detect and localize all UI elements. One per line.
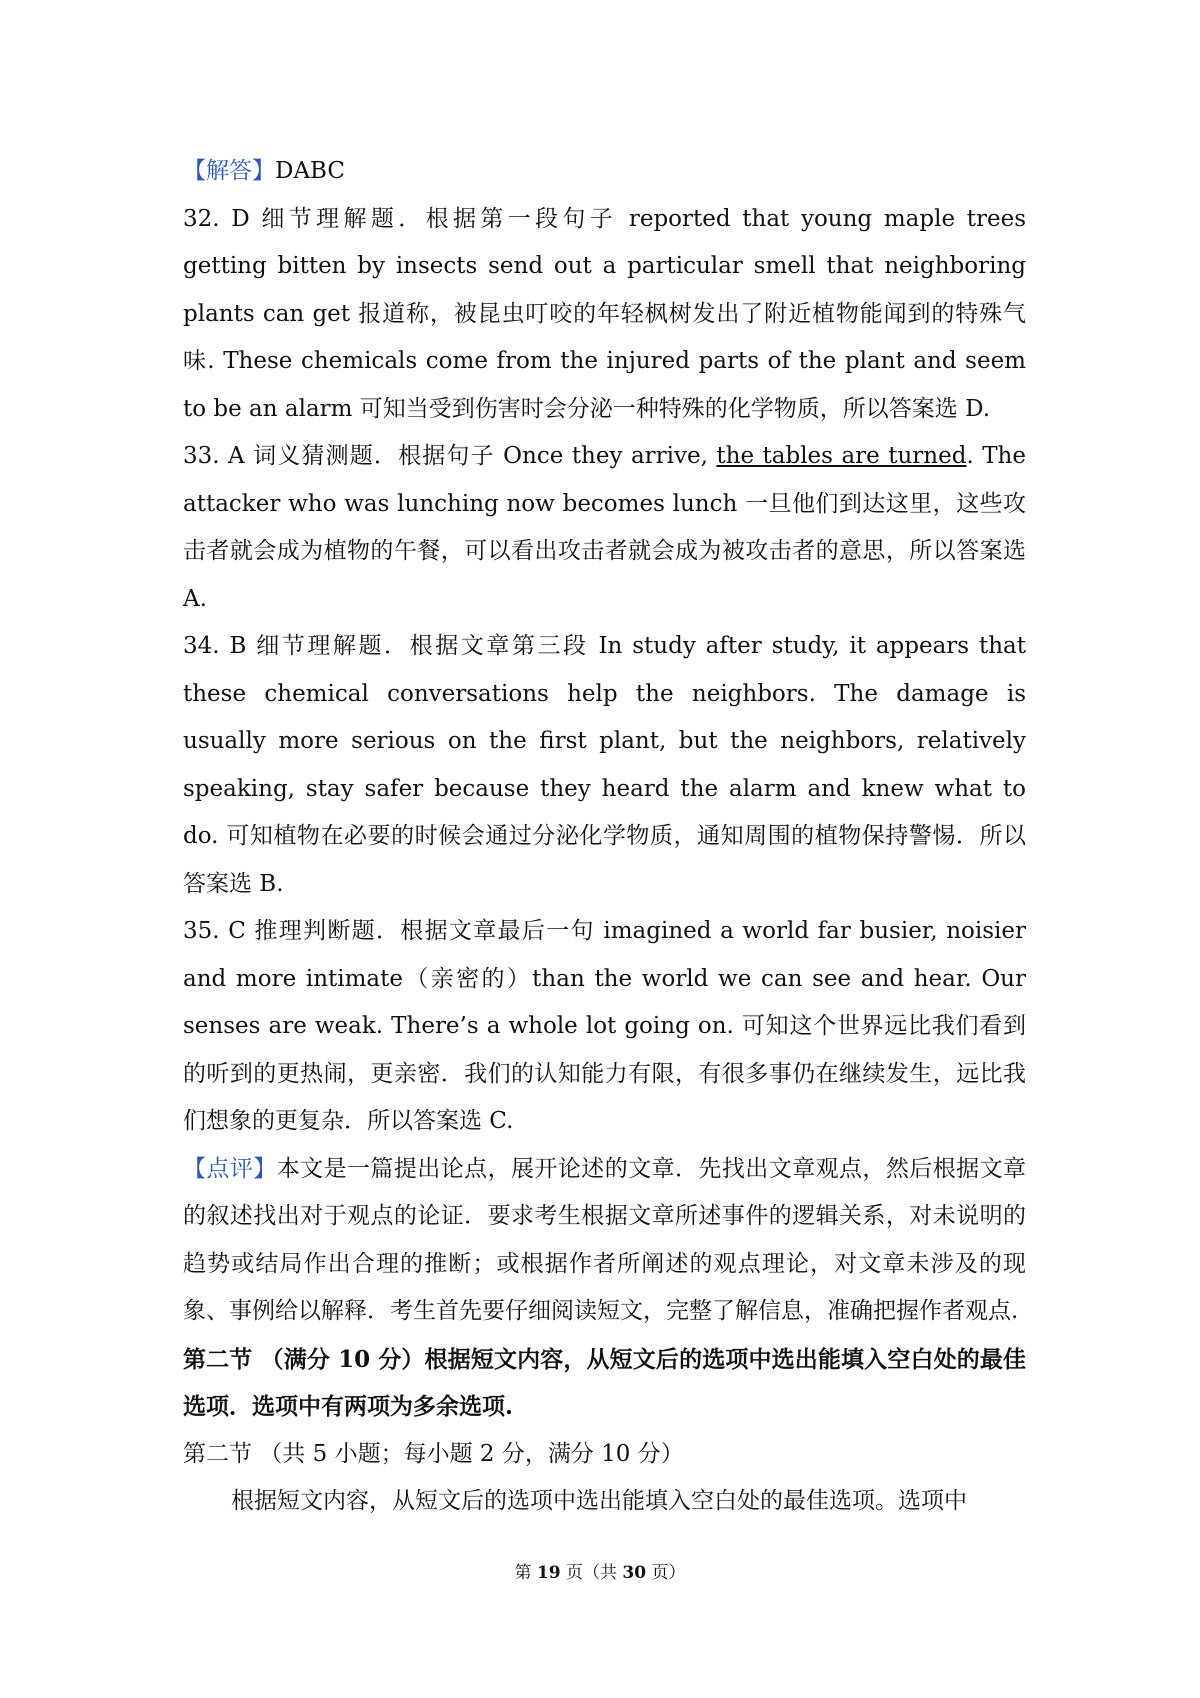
explanation-33 bbox=[183, 433, 1026, 623]
explanation-32: 32. D 细节理解题．根据第一段句子 reported that young maple trees getting bitten by insects send out a particular smell that neighboring plants can get 报道称，被昆虫叮咬的年轻枫树发出了附近植物能闻到的特殊气味. These chemicals come from the injured parts of the plant and seem to be an alarm 可知当受到伤害时会分泌一种特殊的化学物质，所以答案选 D. bbox=[183, 205, 1026, 422]
explanation-33-before: 33. A 词义猜测题．根据句子 Once they arrive, bbox=[183, 443, 717, 469]
explanation-35: 35. C 推理判断题．根据文章最后一句 imagined a world far busier, noisier and more intimate（亲密的）than the world we can see and hear. Our senses are weak. There’s a whole lot going on. 可知这个世界远比我们看到的听到的更热闹，更亲密．我们的认知能力有限，有很多事仍在继续发生，远比我们想象的更复杂．所以答案选 C. bbox=[183, 918, 1026, 1134]
section-subheading: 第二节 （共 5 小题；每小题 2 分，满分 10 分） bbox=[183, 1440, 684, 1467]
answer-line bbox=[183, 148, 1026, 196]
explanation-34: 34. B 细节理解题．根据文章第三段 In study after study, it appears that these chemical conversations help the neighbors. The damage is usually more serious on the first plant, but the neighbors, relatively speaking, stay safer because they heard the alarm and knew what to do. 可知植物在必要的时候会通过分泌化学物质，通知周围的植物保持警惕．所以答案选 B. bbox=[183, 633, 1026, 897]
section-heading: 第二节 （满分 10 分）根据短文内容，从短文后的选项中选出能填入空白处的最佳选项．选项中有两项为多余选项. bbox=[183, 1345, 1026, 1420]
comment-paragraph bbox=[183, 1146, 1026, 1336]
comment-tag: 【点评】 bbox=[183, 1155, 277, 1182]
section-instruction: 根据短文内容，从短文后的选项中选出能填入空白处的最佳选项。选项中 bbox=[231, 1488, 967, 1514]
page-footer bbox=[0, 1558, 1200, 1583]
explanation-33-after: . The attacker who was lunching now becomes lunch 一旦他们到达这里，这些攻击者就会成为植物的午餐，可以看出攻击者就会成为被攻击者的意思，所以答案选 A. bbox=[183, 443, 1026, 612]
answer-value: DABC bbox=[275, 158, 345, 184]
page-number: 19 bbox=[536, 1563, 561, 1583]
comment-text: 本文是一篇提出论点，展开论述的文章．先找出文章观点，然后根据文章的叙述找出对于观点的论证．要求考生根据文章所述事件的逻辑关系，对未说明的趋势或结局作出合理的推断；或根据作者所阐述的观点理论，对文章未涉及的现象、事例给以解释．考生首先要仔细阅读短文，完整了解信息，准确把握作者观点. bbox=[183, 1155, 1027, 1324]
footer-middle: 页（共 bbox=[560, 1563, 623, 1583]
total-pages: 30 bbox=[622, 1563, 647, 1583]
footer-prefix: 第 bbox=[514, 1563, 537, 1583]
answer-tag: 【解答】 bbox=[183, 158, 275, 184]
footer-suffix: 页） bbox=[646, 1563, 686, 1583]
answer-content bbox=[183, 148, 1026, 1526]
underlined-phrase: the tables are turned bbox=[716, 443, 967, 469]
